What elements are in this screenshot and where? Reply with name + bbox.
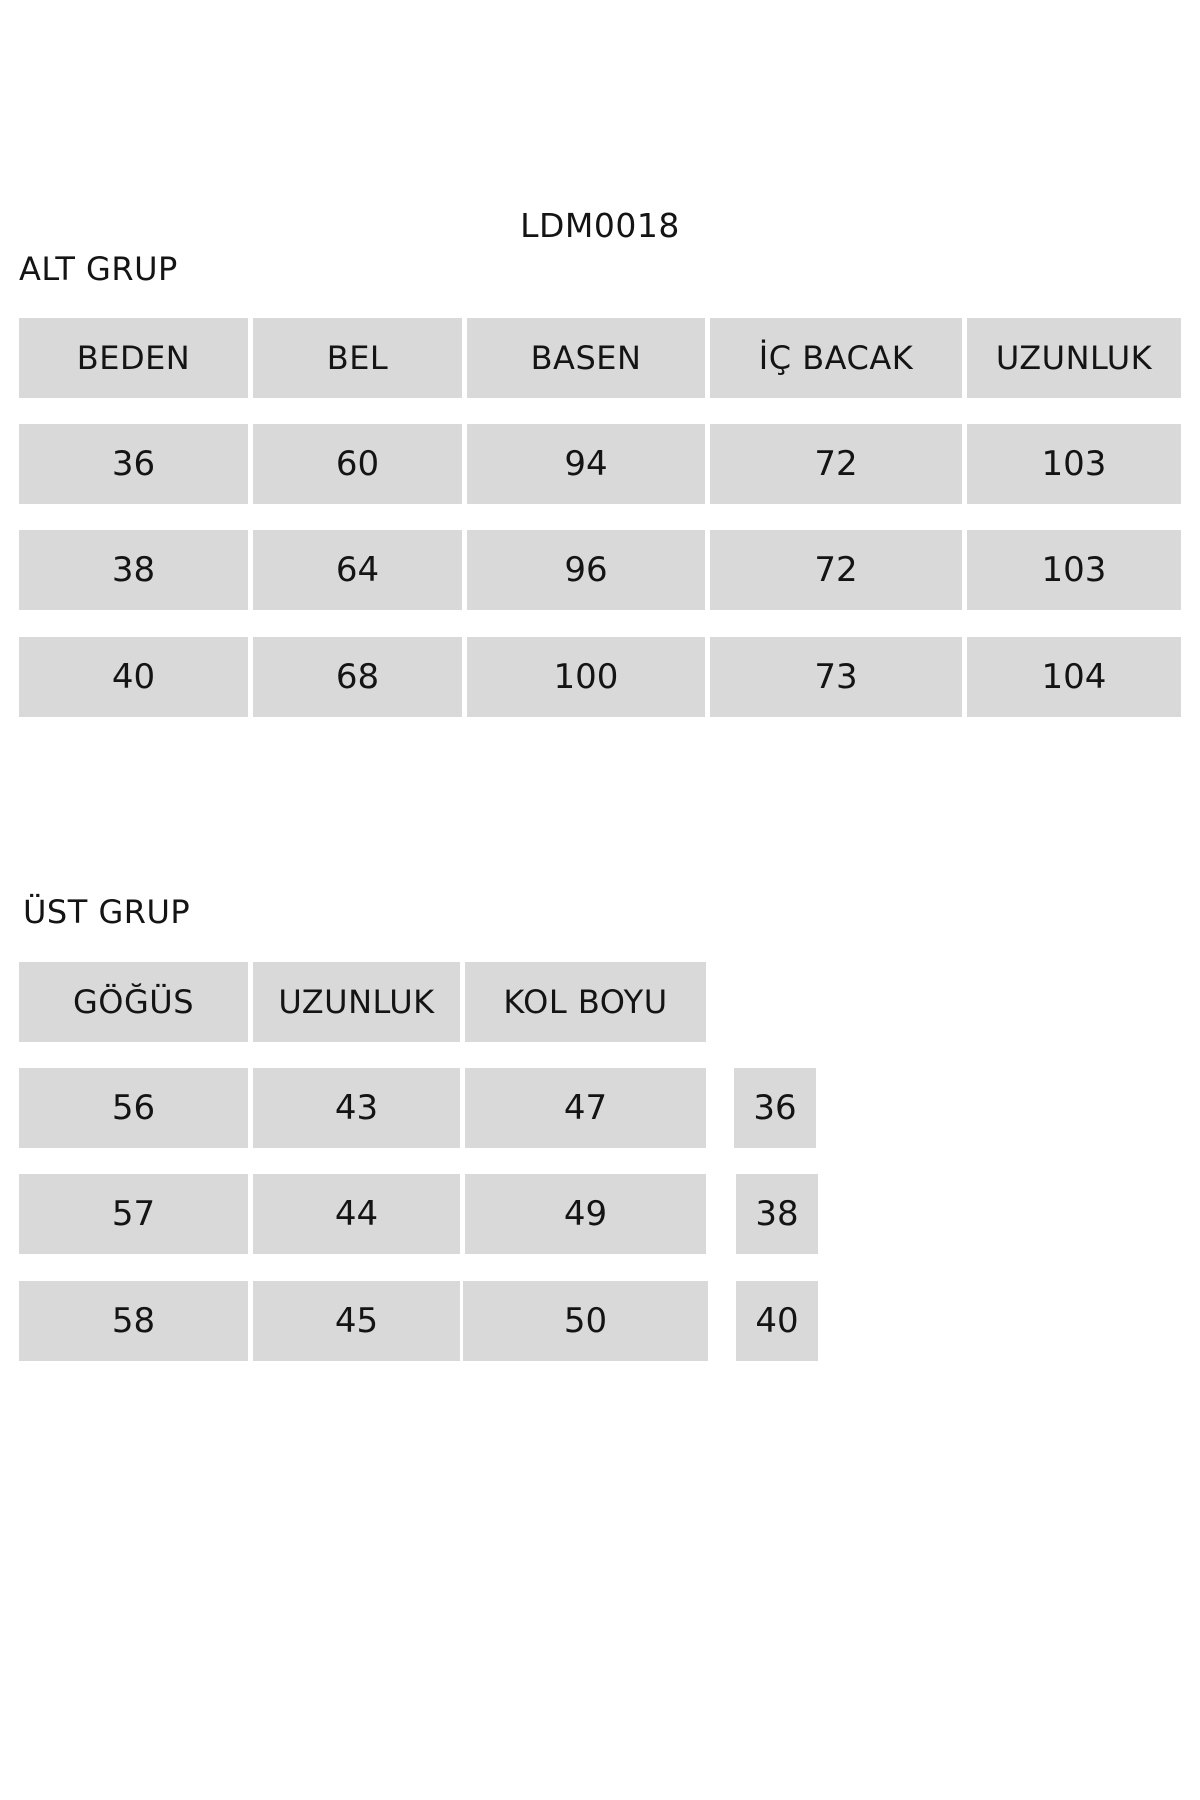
alt-cell: 40 xyxy=(19,637,248,717)
ust-header-kol-boyu: KOL BOYU xyxy=(465,962,706,1042)
chart-title: LDM0018 xyxy=(520,206,680,245)
alt-header-uzunluk: UZUNLUK xyxy=(967,318,1181,398)
alt-cell: 103 xyxy=(967,424,1181,504)
ust-grup-label: ÜST GRUP xyxy=(23,893,191,931)
alt-cell: 72 xyxy=(710,424,962,504)
alt-cell: 103 xyxy=(967,530,1181,610)
alt-cell: 72 xyxy=(710,530,962,610)
ust-header-gogus: GÖĞÜS xyxy=(19,962,248,1042)
alt-cell: 36 xyxy=(19,424,248,504)
alt-header-basen: BASEN xyxy=(467,318,705,398)
ust-cell: 43 xyxy=(253,1068,460,1148)
alt-header-bel: BEL xyxy=(253,318,462,398)
ust-size-cell: 38 xyxy=(736,1174,818,1254)
alt-cell: 96 xyxy=(467,530,705,610)
alt-header-beden: BEDEN xyxy=(19,318,248,398)
alt-grup-label: ALT GRUP xyxy=(19,250,178,288)
ust-cell: 56 xyxy=(19,1068,248,1148)
alt-cell: 60 xyxy=(253,424,462,504)
alt-cell: 38 xyxy=(19,530,248,610)
alt-header-ic-bacak: İÇ BACAK xyxy=(710,318,962,398)
alt-cell: 64 xyxy=(253,530,462,610)
ust-cell: 44 xyxy=(253,1174,460,1254)
ust-cell: 57 xyxy=(19,1174,248,1254)
ust-cell: 49 xyxy=(465,1174,706,1254)
alt-cell: 68 xyxy=(253,637,462,717)
ust-size-cell: 36 xyxy=(734,1068,816,1148)
alt-cell: 73 xyxy=(710,637,962,717)
alt-cell: 104 xyxy=(967,637,1181,717)
ust-cell: 47 xyxy=(465,1068,706,1148)
ust-cell: 50 xyxy=(463,1281,708,1361)
alt-cell: 100 xyxy=(467,637,705,717)
alt-cell: 94 xyxy=(467,424,705,504)
ust-size-cell: 40 xyxy=(736,1281,818,1361)
ust-header-uzunluk: UZUNLUK xyxy=(253,962,460,1042)
ust-cell: 45 xyxy=(253,1281,460,1361)
ust-cell: 58 xyxy=(19,1281,248,1361)
